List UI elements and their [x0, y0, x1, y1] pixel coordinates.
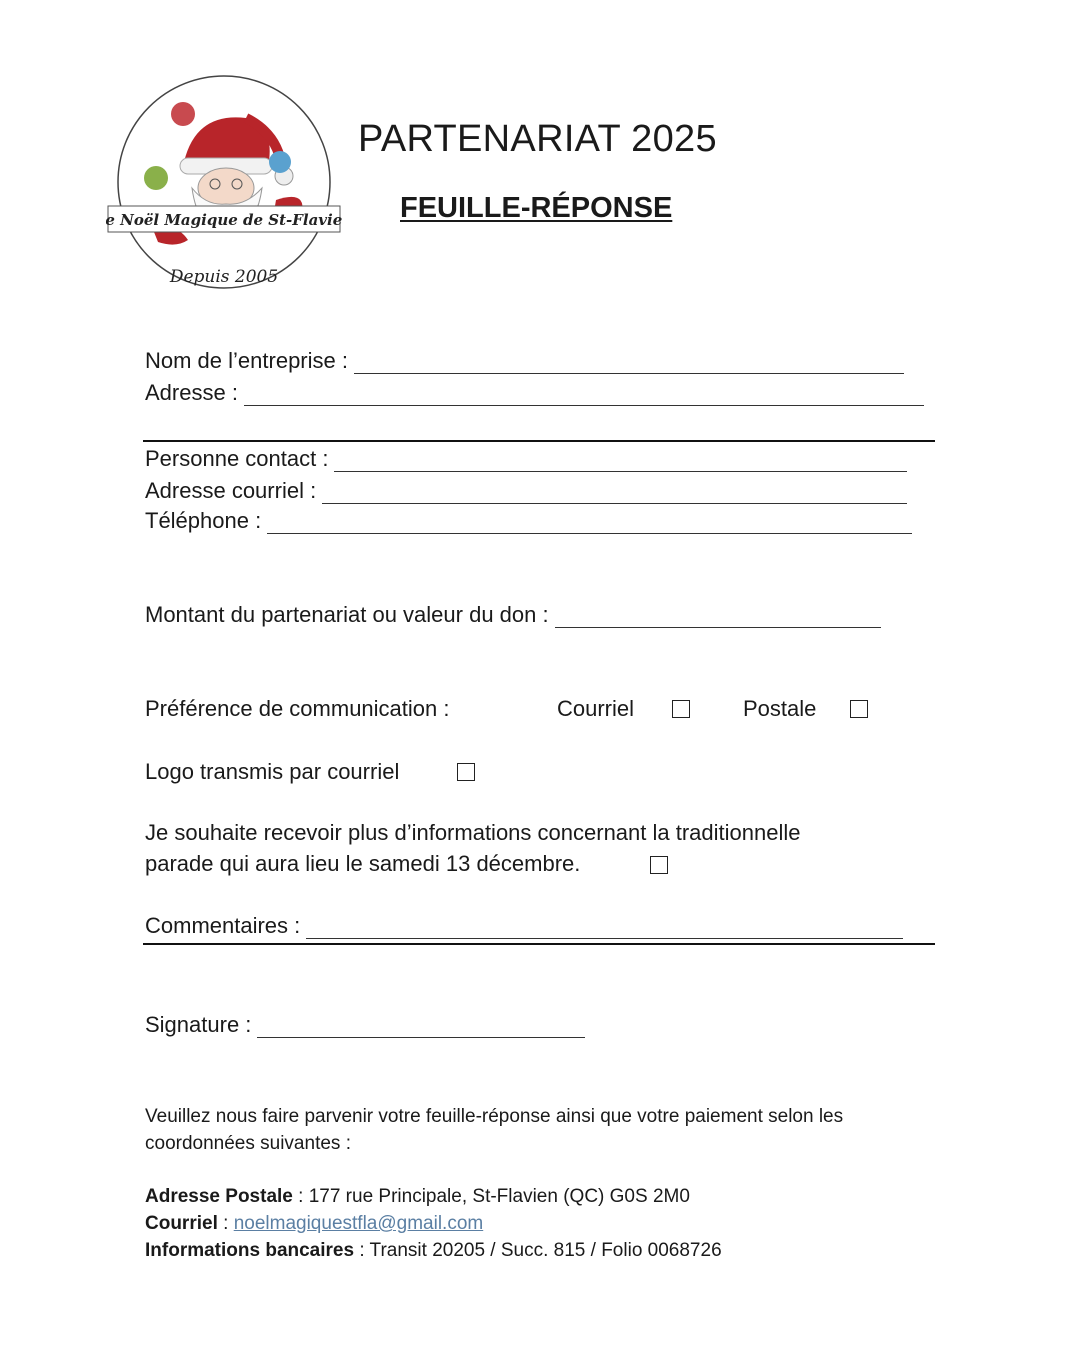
bank-info	[145, 1237, 722, 1264]
contact-email-label: Courriel	[145, 1213, 218, 1234]
contact-label: Personne contact :	[145, 446, 329, 471]
comments-field	[145, 913, 903, 939]
postal-address	[145, 1183, 690, 1210]
parade-line-1: Je souhaite recevoir plus d’informations concernant la traditionnelle	[145, 820, 801, 845]
amount-label: Montant du partenariat ou valeur du don :	[145, 602, 549, 627]
company-label: Nom de l’entreprise :	[145, 348, 348, 373]
contact-email-separator: :	[217, 1213, 234, 1234]
email-checkbox[interactable]	[672, 700, 690, 718]
email-field	[145, 478, 907, 504]
phone-field	[145, 508, 912, 534]
address-field	[145, 380, 924, 406]
company-input-line[interactable]	[354, 353, 904, 374]
page-subtitle: FEUILLE-RÉPONSE	[400, 192, 673, 224]
contact-email-link[interactable]: noelmagiquestfla@gmail.com	[233, 1213, 484, 1234]
parade-checkbox[interactable]	[650, 856, 668, 874]
comments-divider	[143, 943, 935, 945]
email-label: Adresse courriel :	[145, 478, 317, 503]
signature-label: Signature :	[145, 1012, 252, 1037]
divider	[143, 440, 935, 442]
signature-input-line[interactable]	[257, 1017, 585, 1038]
phone-input-line[interactable]	[267, 513, 912, 534]
amount-field	[145, 602, 881, 628]
logo-sent-label: Logo transmis par courriel	[145, 759, 400, 784]
svg-text:Le Noël Magique de St-Flavien: Le Noël Magique de St-Flavien	[106, 211, 342, 229]
bank-info-value: : Transit 20205 / Succ. 815 / Folio 0068726	[354, 1240, 722, 1261]
option-email-label: Courriel	[557, 696, 635, 721]
santa-logo-icon	[106, 72, 342, 300]
contact-input-line[interactable]	[334, 451, 907, 472]
page-title: PARTENARIAT 2025	[358, 118, 717, 160]
phone-label: Téléphone :	[145, 508, 262, 533]
comments-input-line[interactable]	[306, 918, 903, 939]
email-input-line[interactable]	[322, 483, 907, 504]
amount-input-line[interactable]	[555, 607, 881, 628]
contact-email	[145, 1210, 483, 1237]
postal-address-value: : 177 rue Principale, St-Flavien (QC) G0S 2M0	[292, 1186, 690, 1207]
parade-line-2: parade qui aura lieu le samedi 13 décembre.	[145, 851, 581, 876]
footer-intro-line-2: coordonnées suivantes :	[145, 1133, 351, 1154]
address-label: Adresse :	[145, 380, 238, 405]
company-field	[145, 348, 904, 374]
bank-info-label: Informations bancaires	[145, 1240, 355, 1261]
logo	[106, 72, 342, 300]
mail-checkbox[interactable]	[850, 700, 868, 718]
communication-preference-label: Préférence de communication :	[145, 696, 450, 721]
contact-field	[145, 446, 907, 472]
logo-sent-checkbox[interactable]	[457, 763, 475, 781]
footer-intro-line-1: Veuillez nous faire parvenir votre feuille-réponse ainsi que votre paiement selon les	[145, 1106, 844, 1127]
svg-text:Depuis 2005: Depuis 2005	[169, 267, 279, 287]
signature-field	[145, 1012, 585, 1038]
option-mail-label: Postale	[743, 696, 817, 721]
postal-address-label: Adresse Postale	[145, 1186, 293, 1207]
address-input-line[interactable]	[244, 385, 924, 406]
comments-label: Commentaires :	[145, 913, 301, 938]
